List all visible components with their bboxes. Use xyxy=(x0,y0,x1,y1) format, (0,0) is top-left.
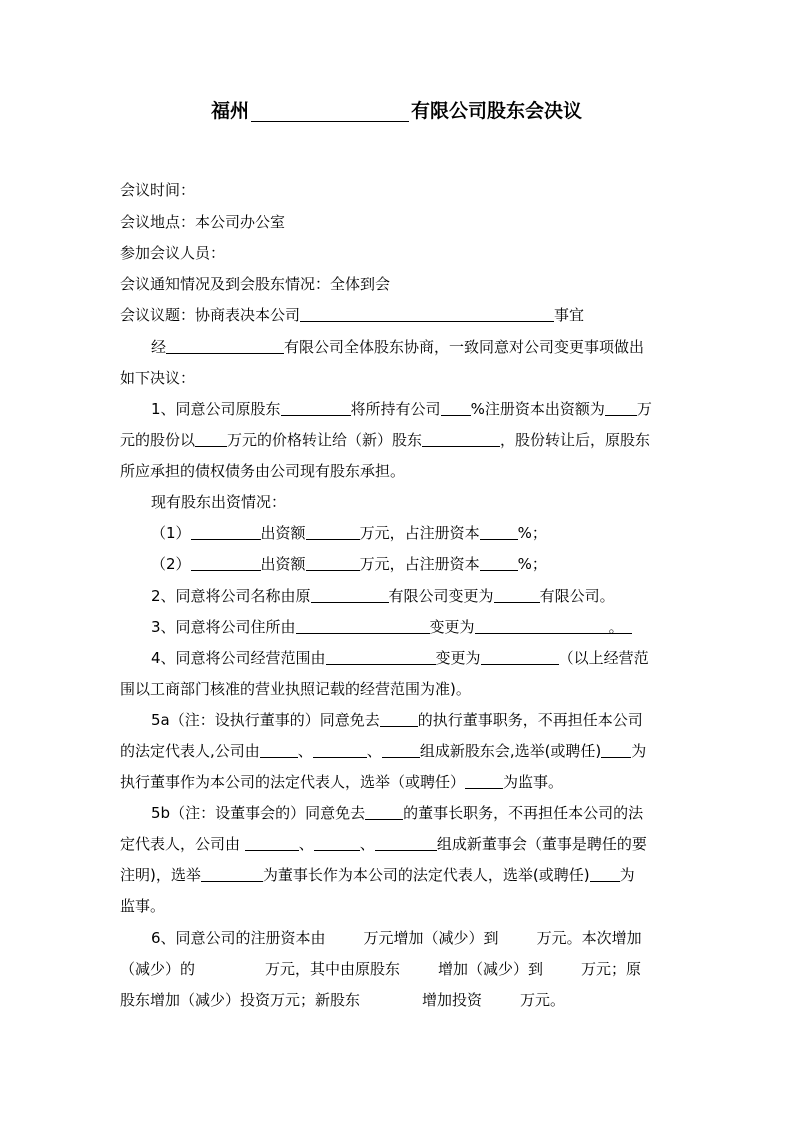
item5b-line-1: 5b（注：设董事会的）同意免去 的董事长职务，不再担任本公司的法 xyxy=(151,804,644,822)
title-suffix: 有限公司股东会决议 xyxy=(411,100,583,122)
intro-company-blank xyxy=(166,337,284,354)
item5a-line-2: 的法定代表人,公司由 、 、 组成新股东会,选举(或聘任) 为 xyxy=(120,742,647,760)
item6-line-2: （减少）的 万元，其中由原股东 增加（减少）到 万元；原 xyxy=(120,960,642,978)
meeting-topic: 会议议题：协商表决本公司 事宜 xyxy=(120,306,585,324)
item4-line-2: 围以工商部门核准的营业执照记载的经营范围为准)。 xyxy=(120,680,471,698)
shareholder-row-1: （1） 出资额 万元，占注册资本 %； xyxy=(151,524,547,542)
item4-line-1: 4、同意将公司经营范围由 变更为 （以上经营范 xyxy=(151,649,649,667)
shareholders-heading: 现有股东出资情况： xyxy=(151,493,287,511)
topic-blank xyxy=(300,305,554,322)
item5b-line-4: 监事。 xyxy=(120,897,166,915)
item2: 2、同意将公司名称由原 有限公司变更为 有限公司。 xyxy=(151,587,615,605)
item1-line-2: 元的股份以 万元的价格转让给（新）股东 ，股份转让后，原股东 xyxy=(120,431,651,449)
company-name-blank xyxy=(251,99,409,122)
item5a-line-3: 执行董事作为本公司的法定代表人，选举（或聘任） 为监事。 xyxy=(120,773,564,791)
meeting-time: 会议时间： xyxy=(120,181,196,199)
item5a-line-1: 5a（注：设执行董事的）同意免去 的执行董事职务，不再担任本公司 xyxy=(151,711,643,729)
item1-line-1: 1、同意公司原股东 将所持有公司 %注册资本出资额为 万 xyxy=(151,400,652,418)
intro-line-1: 经 有限公司全体股东协商，一致同意对公司变更事项做出 xyxy=(151,338,645,356)
item5b-line-3: 注明)，选举 为董事长作为本公司的法定代表人，选举(或聘任) 为 xyxy=(120,866,635,884)
item1-line-3: 所应承担的债权债务由公司现有股东承担。 xyxy=(120,462,406,480)
meeting-notice: 会议通知情况及到会股东情况：全体到会 xyxy=(120,275,391,293)
item6-line-1: 6、同意公司的注册资本由 万元增加（减少）到 万元。本次增加 xyxy=(151,929,642,947)
document-title xyxy=(0,96,793,126)
shareholder-row-2: （2） 出资额 万元，占注册资本 %； xyxy=(151,555,547,573)
item6-line-3: 股东增加（减少）投资万元；新股东 增加投资 万元。 xyxy=(120,991,566,1009)
intro-line-2: 如下决议： xyxy=(120,369,196,387)
title-prefix: 福州 xyxy=(210,100,249,122)
meeting-place: 会议地点：本公司办公室 xyxy=(120,213,286,231)
meeting-attendees: 参加会议人员： xyxy=(120,244,226,262)
item3: 3、同意将公司住所由 变更为 。 xyxy=(151,617,632,637)
item5b-line-2: 定代表人，公司由 、 、 组成新董事会（董事是聘任的要 xyxy=(120,835,647,853)
